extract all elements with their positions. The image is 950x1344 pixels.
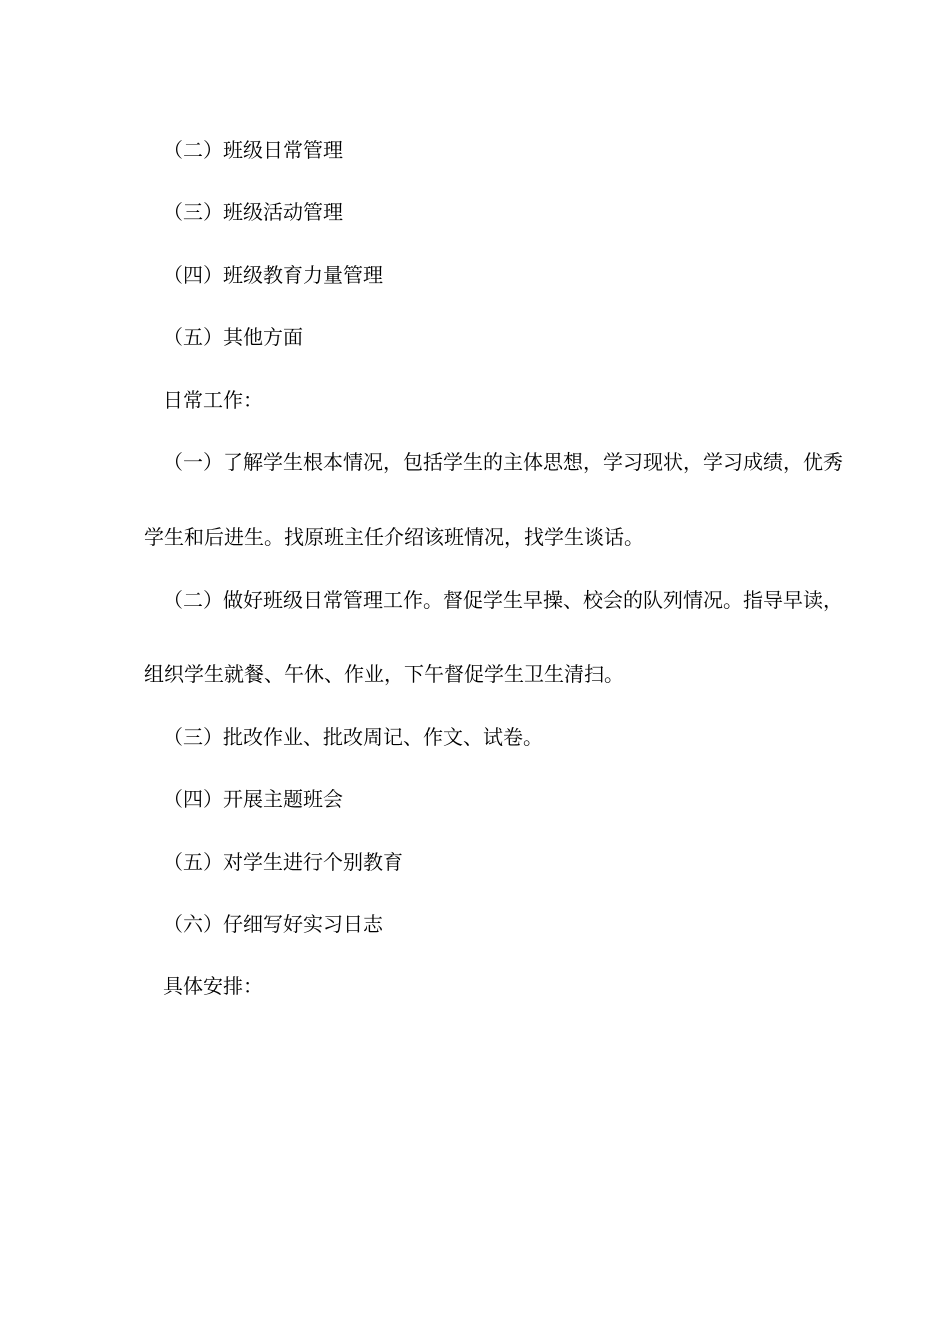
list-item-class-education-force-management: （四）班级教育力量管理 (163, 263, 383, 287)
list-item-other-aspects: （五）其他方面 (163, 325, 303, 349)
paragraph-line: 组织学生就餐、午休、作业，下午督促学生卫生清扫。 (144, 662, 624, 686)
paragraph-line: 学生和后进生。找原班主任介绍该班情况，找学生谈话。 (144, 525, 644, 549)
list-item-theme-class-meeting: （四）开展主题班会 (163, 787, 343, 811)
section-heading-specific-arrangements: 具体安排： (163, 974, 263, 998)
list-item-class-daily-management: （二）班级日常管理 (163, 138, 343, 162)
list-item-individual-education: （五）对学生进行个别教育 (163, 850, 403, 874)
section-heading-daily-work: 日常工作： (163, 388, 263, 412)
paragraph-line: （一）了解学生根本情况，包括学生的主体思想，学习现状，学习成绩，优秀 (163, 450, 843, 474)
list-item-grading: （三）批改作业、批改周记、作文、试卷。 (163, 725, 543, 749)
list-item-internship-log: （六）仔细写好实习日志 (163, 912, 383, 936)
list-item-class-activity-management: （三）班级活动管理 (163, 200, 343, 224)
paragraph-line: （二）做好班级日常管理工作。督促学生早操、校会的队列情况。指导早读， (163, 588, 843, 612)
